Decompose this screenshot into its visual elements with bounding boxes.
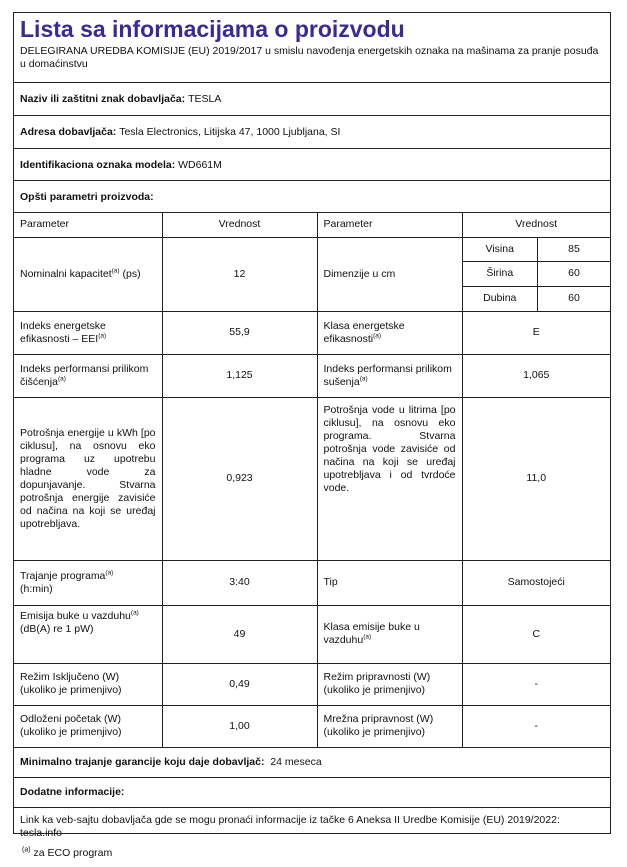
program-duration-value: 3:40	[162, 560, 317, 605]
noise-class-value: C	[462, 605, 610, 663]
general-params-row	[14, 181, 610, 213]
noise-class-label: Klasa emisije buke u vazduhu$^{(a)}$	[317, 605, 462, 663]
col-header-value: Vrednost	[162, 213, 317, 237]
energy-consumption-value: 0,923	[162, 397, 317, 560]
table-header-row	[14, 213, 610, 237]
energy-class-label: Klasa energetske efikasnosti$^{(a)}$	[317, 311, 462, 354]
col-header-value-2: Vrednost	[462, 213, 610, 237]
drying-index-label: Indeks performansi prilikom sušenja$^{(a)}$	[317, 354, 462, 397]
water-consumption-value: 11,0	[462, 397, 610, 560]
dimensions-label: Dimenzije u cm	[317, 237, 462, 311]
table-row	[14, 354, 610, 397]
supplier-name-row	[14, 83, 610, 116]
link-text: Link ka veb-sajtu dobavljača gde se mogu pronaći informacije iz tačke 6 Aneksa II Uredbe Komisije (EU) 2019/2022:	[20, 813, 560, 826]
model-id-label: Identifikaciona oznaka modela:	[20, 158, 176, 171]
width-value: 60	[538, 262, 611, 287]
standby-value: -	[462, 663, 610, 705]
supplier-name-label: Naziv ili zaštitni znak dobavljača:	[20, 93, 186, 105]
table-row	[14, 605, 610, 663]
additional-info-row	[14, 778, 610, 808]
supplier-address-value: Tesla Electronics, Litijska 47, 1000 Ljubljana, SI	[119, 126, 341, 138]
footnote	[22, 847, 112, 859]
table-row	[14, 237, 610, 311]
product-information-sheet	[13, 12, 611, 839]
table-row	[14, 663, 610, 705]
off-mode-label: Režim Isključeno (W) (ukoliko je primenjivo)	[14, 663, 162, 705]
height-value: 85	[538, 238, 611, 262]
warranty-label: Minimalno trajanje garancije koju daje dobavljač:	[20, 756, 265, 768]
capacity-label: Nominalni kapacitet$^{(a)}$ (ps)	[14, 237, 162, 311]
network-standby-value: -	[462, 705, 610, 747]
page-title: Lista sa informacijama o proizvodu	[20, 16, 405, 42]
energy-class-value: E	[462, 311, 610, 354]
link-row	[14, 808, 610, 840]
eei-value: 55,9	[162, 311, 317, 354]
sheet-header	[14, 13, 610, 83]
delay-start-value: 1,00	[162, 705, 317, 747]
noise-emission-label: Emisija buke u vazduhu$^{(a)}$ (dB(A) re 1 pW)	[14, 605, 162, 663]
footnote-text: za ECO program	[30, 847, 113, 859]
capacity-value: 12	[162, 237, 317, 311]
energy-consumption-label: Potrošnja energije u kWh [po ciklusu], na osnovu eko programa uz upotrebu hladne vode za dopunjavanje. Stvarna potrošnja energije zavisiće od načina na koji se uređaj upotrebljava.	[14, 397, 162, 560]
cleaning-index-value: 1,125	[162, 354, 317, 397]
drying-index-value: 1,065	[462, 354, 610, 397]
eei-label: Indeks energetske efikasnosti – EEI$^{(a)}$	[14, 311, 162, 354]
model-id-value: WD661M	[178, 158, 222, 171]
type-label: Tip	[317, 560, 462, 605]
regulation-text: DELEGIRANA UREDBA KOMISIJE (EU) 2019/2017 u smislu navođenja energetskih oznaka na mašinama za pranje posuđa u domaćinstvu	[20, 45, 599, 70]
additional-info-label: Dodatne informacije:	[20, 786, 125, 798]
footnote-mark: (a)	[22, 846, 31, 854]
supplier-address-label: Adresa dobavljača:	[20, 126, 117, 138]
supplier-address-row	[14, 116, 610, 149]
delay-start-label: Odloženi početak (W) (ukoliko je primenjivo)	[14, 705, 162, 747]
off-mode-value: 0,49	[162, 663, 317, 705]
warranty-value: 24 meseca	[270, 756, 322, 768]
network-standby-label: Mrežna pripravnost (W) (ukoliko je primenjivo)	[317, 705, 462, 747]
table-row	[14, 311, 610, 354]
cleaning-index-label: Indeks performansi prilikom čišćenja$^{(a)}$	[14, 354, 162, 397]
dimensions-table	[463, 238, 611, 311]
table-row	[14, 397, 610, 560]
model-id-row	[14, 149, 610, 181]
type-value: Samostojeći	[462, 560, 610, 605]
noise-emission-value: 49	[162, 605, 317, 663]
dimensions-cell	[462, 237, 610, 311]
warranty-row	[14, 748, 610, 778]
table-row	[14, 560, 610, 605]
width-label: Širina	[463, 262, 538, 287]
depth-label: Dubina	[463, 286, 538, 310]
height-label: Visina	[463, 238, 538, 262]
col-header-param-2: Parameter	[317, 213, 462, 237]
supplier-name-value: TESLA	[188, 93, 222, 105]
col-header-param: Parameter	[14, 213, 162, 237]
general-params-label: Opšti parametri proizvoda:	[20, 190, 154, 203]
water-consumption-label: Potrošnja vode u litrima [po ciklusu], na osnovu eko programa. Stvarna potrošnja vode zavisiće od načina na koji se uređaj upotrebljava i od tvrdoće vode.	[317, 397, 462, 560]
parameters-table	[14, 213, 610, 748]
supplier-website-link[interactable]: tesla.info	[20, 826, 63, 839]
program-duration-label: Trajanje programa$^{(a)}$ (h:min)	[14, 560, 162, 605]
depth-value: 60	[568, 292, 580, 305]
table-row	[14, 705, 610, 747]
standby-label: Režim pripravnosti (W) (ukoliko je primenjivo)	[317, 663, 462, 705]
